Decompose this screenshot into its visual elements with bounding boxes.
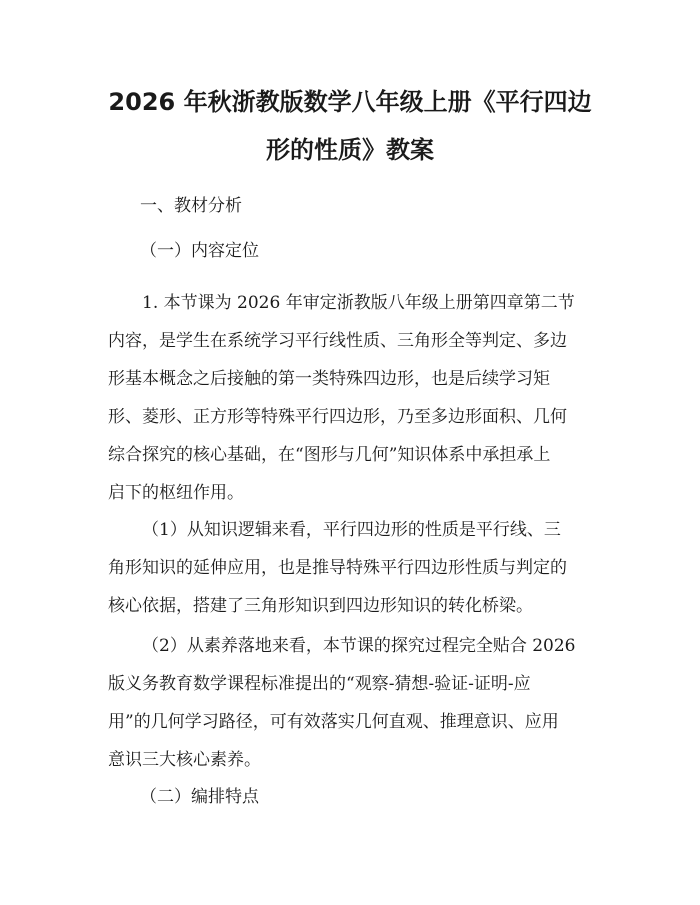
paragraph-line: （1）从知识逻辑来看，平行四边形的性质是平行线、三 <box>142 520 561 540</box>
paragraph-line: 核心依据，搭建了三角形知识到四边形知识的转化桥梁。 <box>108 596 533 616</box>
title-line: 形的性质》教案 <box>266 136 434 164</box>
paragraph-line: 启下的枢纽作用。 <box>108 483 244 503</box>
paragraph <box>108 284 608 512</box>
paragraph <box>108 511 608 625</box>
paragraph-line: 用”的几何学习路径，可有效落实几何直观、推理意识、应用 <box>108 712 559 732</box>
paragraph-line: 1. 本节课为 2026 年审定浙教版八年级上册第四章第二节 <box>142 293 575 313</box>
paragraph <box>108 627 608 779</box>
document-title <box>90 78 610 174</box>
title-line: 2026 年秋浙教版数学八年级上册《平行四边 <box>108 88 592 116</box>
subsection-heading: （二）编排特点 <box>140 787 259 807</box>
paragraph-line: 意识三大核心素养。 <box>108 750 261 770</box>
paragraph-line: 形基本概念之后接触的第一类特殊四边形，也是后续学习矩 <box>108 369 550 389</box>
paragraph-line: 形、菱形、正方形等特殊平行四边形，乃至多边形面积、几何 <box>108 407 567 427</box>
paragraph-line: 角形知识的延伸应用，也是推导特殊平行四边形性质与判定的 <box>108 558 567 578</box>
paragraph-line: 版义务教育数学课程标准提出的“观察-猜想-验证-证明-应 <box>108 674 531 694</box>
section-heading: 一、教材分析 <box>140 196 242 216</box>
subsection-heading: （一）内容定位 <box>140 241 259 261</box>
paragraph-line: 内容，是学生在系统学习平行线性质、三角形全等判定、多边 <box>108 331 567 351</box>
paragraph-line: （2）从素养落地来看，本节课的探究过程完全贴合 2026 <box>142 636 576 656</box>
paragraph-line: 综合探究的核心基础，在“图形与几何”知识体系中承担承上 <box>108 445 551 465</box>
